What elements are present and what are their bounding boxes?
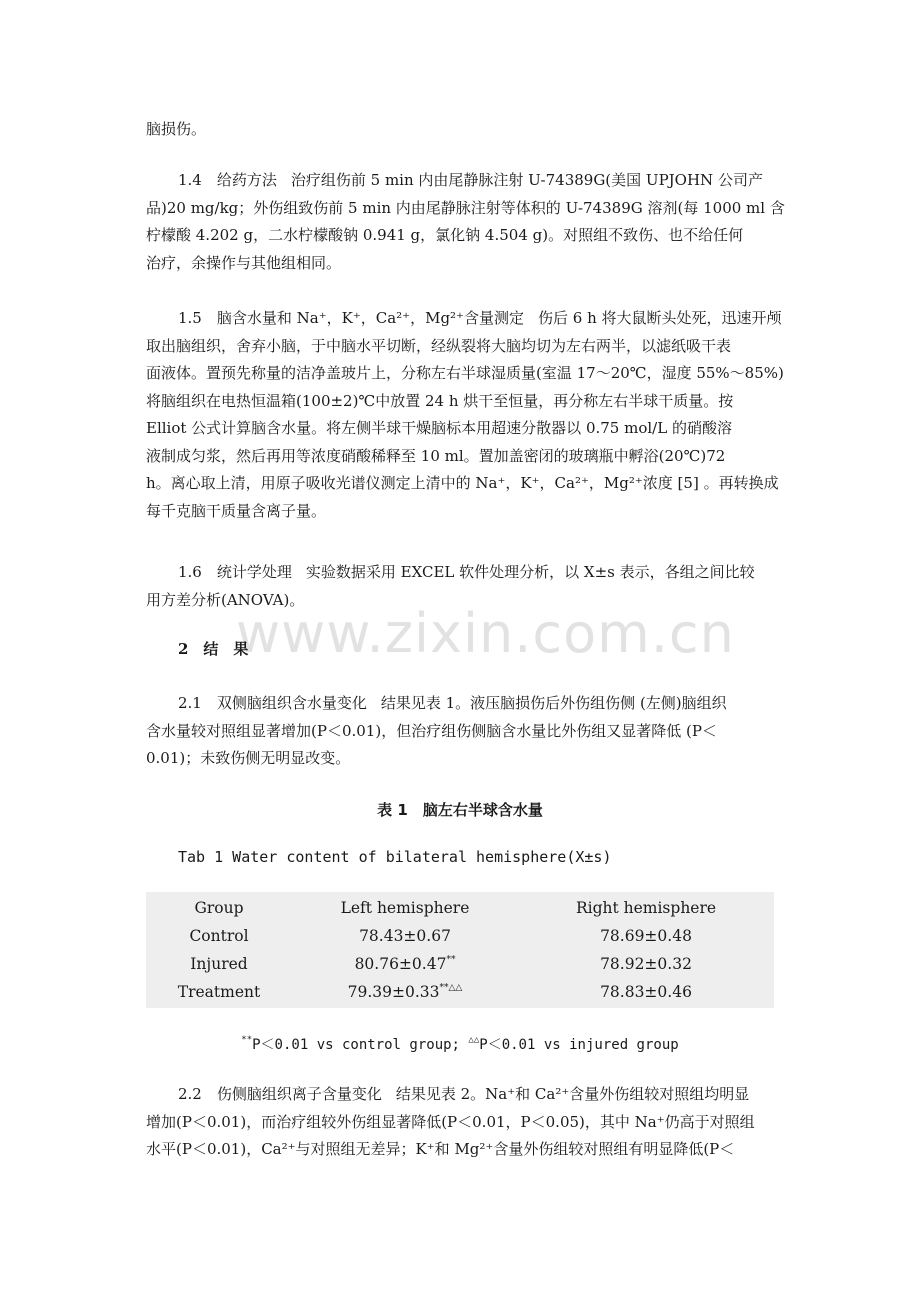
column-header-group: Group (194, 899, 244, 917)
section-heading: 1.6 统计学处理 (178, 563, 292, 581)
cell-group: Treatment (177, 983, 261, 1001)
paragraph-continuation (146, 116, 774, 144)
table-footnote: **P＜0.01 vs control group; △△P＜0.01 vs injured group (241, 1035, 679, 1053)
column-header-left: Left hemisphere (340, 899, 470, 917)
text-line: 面液体。置预先称量的洁净盖玻片上，分称左右半球湿质量(室温 17～20℃，湿度 55%～85%) (146, 364, 784, 382)
text-line: 用方差分析(ANOVA)。 (146, 590, 305, 609)
text-line: 伤后 6 h 将大鼠断头处死，迅速开颅 (537, 309, 782, 327)
text-line: h。离心取上清，用原子吸收光谱仪测定上清中的 Na⁺，K⁺，Ca²⁺，Mg²⁺浓度 [5] 。再转换成 (146, 474, 779, 492)
watermark: www.zixin.com.cn (236, 602, 735, 665)
text-line: 柠檬酸 4.202 g，二水柠檬酸钠 0.941 g，氯化钠 4.504 g)。对照组不致伤、也不给任何 (146, 226, 744, 244)
water-content-table (146, 892, 774, 1008)
text-line: 结果见表 1。液压脑损伤后外伤组伤侧 (左侧)脑组织 (380, 694, 727, 712)
table-title-cn: 表 1 脑左右半球含水量 (377, 801, 543, 819)
section-heading: 1.4 给药方法 (178, 171, 277, 189)
table-row (146, 978, 774, 1008)
cell-right: 78.83±0.46 (600, 983, 692, 1001)
table-row (146, 922, 774, 950)
significance-mark: **△△ (439, 983, 463, 993)
cell-left: 79.39±0.33**△△ (347, 983, 463, 1001)
section-2-2 (146, 1081, 774, 1164)
text-line: 取出脑组织，舍弃小脑，于中脑水平切断，经纵裂将大脑均切为左右两半，以滤纸吸干表 (146, 336, 732, 355)
text-line: Elliot 公式计算脑含水量。将左侧半球干燥脑标本用超速分散器以 0.75 mol/L 的硝酸溶 (146, 419, 732, 437)
section-2-1 (146, 690, 774, 773)
text-line: 治疗，余操作与其他组相同。 (146, 253, 342, 272)
text-line: 实验数据采用 EXCEL 软件处理分析，以 X±s 表示，各组之间比较 (305, 563, 755, 581)
text-line: 增加(P＜0.01)，而治疗组较外伤组显著降低(P＜0.01，P＜0.05)，其中 Na⁺仍高于对照组 (146, 1112, 755, 1131)
text-line: 0.01)；未致伤侧无明显改变。 (146, 749, 351, 767)
table-row (146, 950, 774, 978)
section-1-6 (146, 559, 774, 614)
table-title-en: Tab 1 Water content of bilateral hemisphere(X±s) (178, 848, 612, 866)
cell-right: 78.69±0.48 (600, 927, 692, 945)
text-line: 含水量较对照组显著增加(P＜0.01)，但治疗组伤侧脑含水量比外伤组又显著降低 (P＜ (146, 721, 717, 740)
cell-left: 78.43±0.67 (359, 927, 451, 945)
cell-group: Injured (190, 955, 248, 973)
cell-right: 78.92±0.32 (600, 955, 692, 973)
table-header-row (146, 892, 774, 922)
significance-mark: ** (446, 955, 456, 965)
text-line: 结果见表 2。Na⁺和 Ca²⁺含量外伤组较对照组均明显 (395, 1085, 750, 1103)
column-header-right: Right hemisphere (575, 899, 717, 917)
text-line: 治疗组伤前 5 min 内由尾静脉注射 U-74389G(美国 UPJOHN 公司产 (290, 171, 763, 189)
section-heading: 2.2 伤侧脑组织离子含量变化 (178, 1085, 382, 1103)
text-line: 每千克脑干质量含离子量。 (146, 501, 327, 520)
text-line: 脑损伤。 (146, 120, 207, 138)
section-1-4 (146, 167, 785, 277)
text-line: 液制成匀浆，然后再用等浓度硝酸稀释至 10 ml。置加盖密闭的玻璃瓶中孵浴(20℃)72 (146, 446, 726, 465)
text-line: 水平(P＜0.01)，Ca²⁺与对照组无差异；K⁺和 Mg²⁺含量外伤组较对照组有明显降低(P＜ (146, 1140, 735, 1158)
text-line: 将脑组织在电热恒温箱(100±2)℃中放置 24 h 烘干至恒量，再分称左右半球干质量。按 (146, 391, 734, 410)
section-heading: 1.5 脑含水量和 Na⁺，K⁺，Ca²⁺，Mg²⁺含量测定 (178, 309, 524, 327)
cell-left: 80.76±0.47** (354, 955, 456, 973)
cell-group: Control (189, 927, 249, 945)
section-heading-results: 2 结 果 (178, 640, 249, 658)
section-heading: 2.1 双侧脑组织含水量变化 (178, 694, 367, 712)
text-line: 品)20 mg/kg；外伤组致伤前 5 min 内由尾静脉注射等体积的 U-74389G 溶剂(每 1000 ml 含 (146, 198, 785, 217)
section-1-5 (146, 305, 784, 525)
